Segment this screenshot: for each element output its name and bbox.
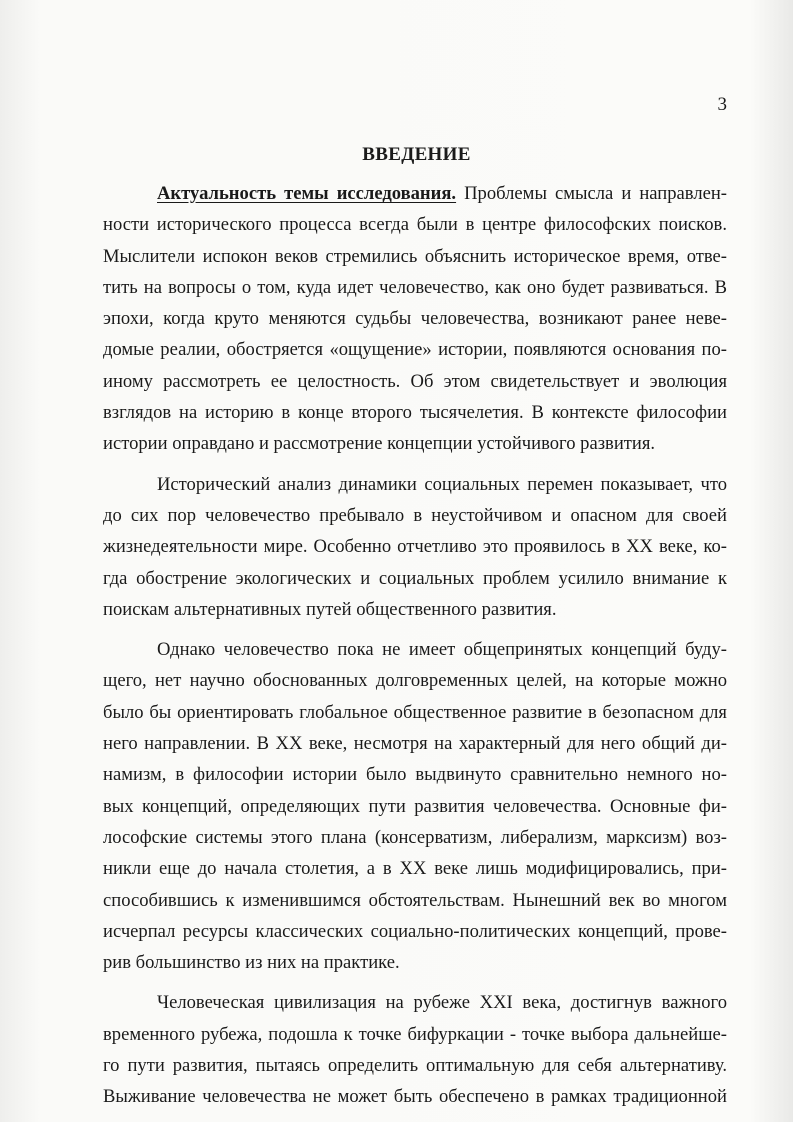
text-line: Актуальность темы исследования. Проблемы смысла и направлен- <box>157 183 727 204</box>
page-title: ВВЕДЕНИЕ <box>362 144 471 165</box>
text-line: тить на вопросы о том, куда идет человечество, как оно будет развиваться. В <box>103 276 727 298</box>
text-line: домые реалии, обостряется «ощущение» истории, появляются основания по- <box>103 339 727 361</box>
text-line: ности исторического процесса всегда были в центре философских поисков. <box>103 214 727 236</box>
paragraph-4 <box>103 987 727 1112</box>
text-line: Исторический анализ динамики социальных перемен показывает, что <box>157 473 727 495</box>
text-line: рив большинство из них на практике. <box>103 952 400 974</box>
document-body <box>103 178 727 1113</box>
text-line: истории оправдано и рассмотрение концепции устойчивого развития. <box>103 433 656 455</box>
text-line: временного рубежа, подошла к точке бифуркации - точке выбора дальнейше- <box>103 1023 727 1045</box>
text-line: способившись к изменившимся обстоятельствам. Нынешний век во многом <box>103 889 727 911</box>
text-line: иному рассмотреть ее целостность. Об этом свидетельствует и эволюция <box>103 370 727 392</box>
text-line: Мыслители испокон веков стремились объяснить историческое время, отве- <box>103 245 727 267</box>
text-line: никли еще до начала столетия, а в XX веке лишь модифицировались, при- <box>103 858 727 880</box>
text-line: гда обострение экологических и социальных проблем усилило внимание к <box>103 567 727 589</box>
paragraph-3 <box>103 634 727 978</box>
page-number: 3 <box>717 94 727 115</box>
text-line: исчерпал ресурсы классических социально-политических концепций, прове- <box>103 920 727 942</box>
text-line: него направлении. В XX веке, несмотря на характерный для него общий ди- <box>103 733 727 755</box>
text-line: взглядов на историю в конце второго тысячелетия. В контексте философии <box>103 402 727 424</box>
text-line: жизнедеятельности мире. Особенно отчетливо это проявилось в XX веке, ко- <box>103 536 727 558</box>
section-lead: Актуальность темы исследования. <box>157 183 457 204</box>
text-line: намизм, в философии истории было выдвинуто сравнительно немного но- <box>103 764 727 786</box>
text-line: Однако человечество пока не имеет общепринятых концепций буду- <box>157 639 727 661</box>
text-line: было бы ориентировать глобальное общественное развитие в безопасном для <box>103 701 727 723</box>
paragraph-2 <box>103 469 727 625</box>
text-line: эпохи, когда круто меняются судьбы человечества, возникают ранее неве- <box>103 308 727 330</box>
text-line: лософские системы этого плана (консерватизм, либерализм, марксизм) воз- <box>103 826 727 848</box>
text-line: до сих пор человечество пребывало в неустойчивом и опасном для своей <box>103 504 727 526</box>
paragraph-1 <box>103 178 727 460</box>
text-line: го пути развития, пытаясь определить оптимальную для себя альтернативу. <box>103 1055 727 1077</box>
text-line: щего, нет научно обоснованных долговременных целей, на которые можно <box>103 670 727 692</box>
text-line: вых концепций, определяющих пути развития человечества. Основные фи- <box>103 795 727 817</box>
text-line: поискам альтернативных путей общественного развития. <box>103 598 557 620</box>
text-line: Человеческая цивилизация на рубеже XXI века, достигнув важного <box>157 992 727 1014</box>
text-line: Выживание человечества не может быть обеспечено в рамках традиционной <box>103 1086 727 1108</box>
